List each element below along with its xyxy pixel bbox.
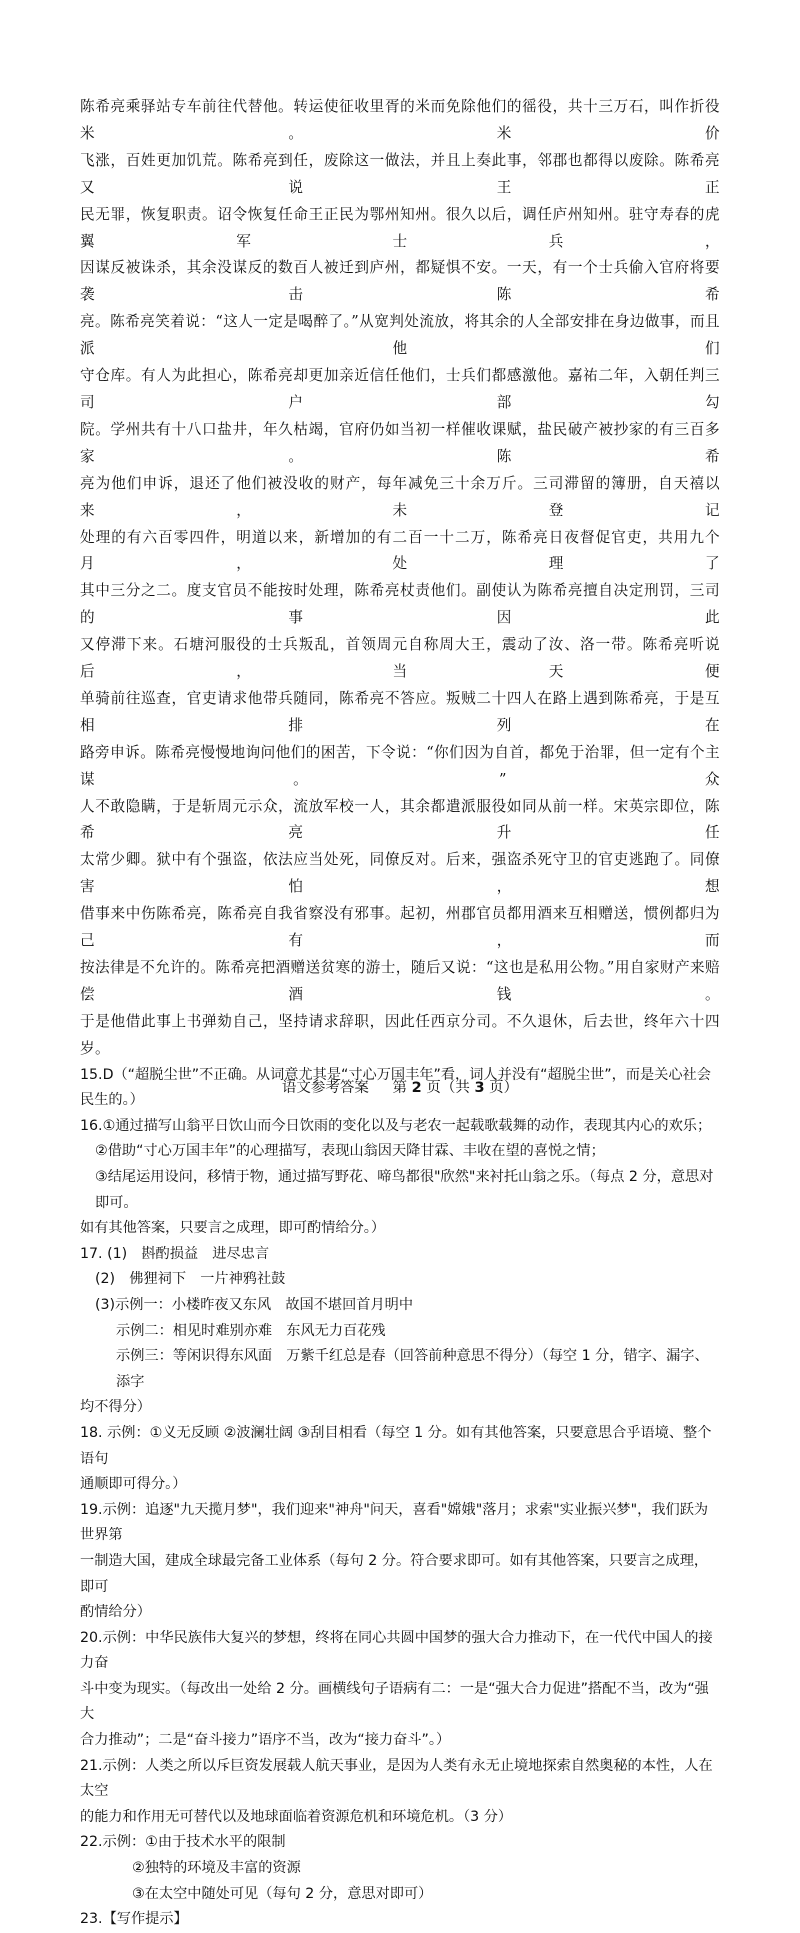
- answer-line: 22.示例：①由于技术水平的限制: [80, 1834, 286, 1851]
- passage-line: 民无罪，恢复职责。诏令恢复任命王正民为鄂州知州。很久以后，调任庐州知州。驻守寿春的虎翼军士兵，: [80, 205, 720, 250]
- passage-line: 借事来中伤陈希亮，陈希亮自我省察没有邪事。起初，州郡官员都用酒来互相赠送，惯例都归为己有，而: [80, 905, 720, 950]
- page-content: [80, 94, 720, 1933]
- passage-line: 太常少卿。狱中有个强盗，依法应当处死，同僚反对。后来，强盗杀死守卫的官吏逃跑了。同僚害怕，想: [80, 851, 720, 896]
- passage-line: 亮。陈希亮笑着说：“这人一定是喝醉了。”从宽判处流放，将其余的人全部安排在身边做事，而且派他们: [80, 313, 720, 358]
- answer-line: 16.①通过描写山翁平日饮山而今日饮雨的变化以及与老农一起载歌载舞的动作，表现其内心的欢乐；: [80, 1117, 712, 1134]
- answer-line: 15.D（“超脱尘世”不正确。从词意尤其是“寸心万国丰年”看，词人并没有“超脱尘世”，而是关心社会: [80, 1066, 711, 1083]
- answer-line: ②独特的环境及丰富的资源: [132, 1860, 301, 1877]
- answer-line: 通顺即可得分。）: [80, 1476, 187, 1493]
- passage-line: 单骑前往巡查，官吏请求他带兵随同，陈希亮不答应。叛贼二十四人在路上遇到陈希亮，于是互相排列在: [80, 689, 720, 734]
- passage-line: 又停滞下来。石塘河服役的士兵叛乱，首领周元自称周大王，震动了汝、洛一带。陈希亮听说后，当天便: [80, 636, 720, 681]
- answer-line: ③结尾运用设问，移情于物，通过描写野花、啼鸟都很"欣然"来衬托山翁之乐。（每点 2 分，意思对即可。: [95, 1169, 714, 1211]
- answer-line: 的能力和作用无可替代以及地球面临着资源危机和环境危机。（3 分）: [80, 1808, 513, 1825]
- answer-line: 酌情给分）: [80, 1604, 151, 1621]
- answer-line: 18. 示例：①义无反顾 ②波澜壮阔 ③刮目相看（每空 1 分。如有其他答案，只要意思合乎语境、整个语句: [80, 1424, 712, 1467]
- answer-line: 示例二：相见时难别亦难 东风无力百花残: [116, 1322, 386, 1339]
- answer-line: 民生的。）: [80, 1092, 144, 1109]
- footer-page-label-post: 页）: [489, 1080, 519, 1096]
- answer-line: 17. (1) 斟酌损益 进尽忠言: [80, 1245, 270, 1262]
- footer-total-pages: 3: [474, 1080, 485, 1096]
- passage-line: 于是他借此事上书弹劾自己，坚持请求辞职，因此任西京分司。不久退休，后去世，终年六十四岁。: [80, 1012, 720, 1057]
- footer-title: 语文参考答案: [281, 1080, 369, 1096]
- answer-line: 23.【写作提示】: [80, 1911, 188, 1928]
- passage-line: 飞涨，百姓更加饥荒。陈希亮到任，废除这一做法，并且上奏此事，邻郡也都得以废除。陈希亮又说王正: [80, 151, 720, 196]
- translation-passage: [80, 94, 720, 1063]
- passage-line: 其中三分之二。度支官员不能按时处理，陈希亮杖责他们。副使认为陈希亮擅自决定刑罚，三司的事因此: [80, 582, 720, 627]
- passage-line: 守仓库。有人为此担心，陈希亮却更加亲近信任他们，士兵们都感激他。嘉祐二年，入朝任判三司户部勾: [80, 367, 720, 411]
- passage-line: 因谋反被诛杀，其余没谋反的数百人被迁到庐州，都疑惧不安。一天，有一个士兵偷入官府将要袭击陈希: [80, 259, 720, 304]
- footer-page-label-pre: 第: [392, 1080, 408, 1096]
- footer-page-number: 2: [411, 1080, 422, 1096]
- answer-line: 如有其他答案，只要言之成理，即可酌情给分。）: [80, 1220, 386, 1237]
- answer-line: 均不得分）: [80, 1399, 151, 1416]
- answer-line: (2) 佛狸祠下 一片神鸦社鼓: [95, 1271, 286, 1288]
- passage-line: 处理的有六百零四件，明道以来，新增加的有二百一十二万，陈希亮日夜督促官吏，共用九个月，处理了: [80, 528, 720, 573]
- passage-line: 路旁申诉。陈希亮慢慢地询问他们的困苦，下令说：“你们因为自首，都免于治罪，但一定有个主谋。”众: [80, 743, 720, 788]
- answer-line: 示例三：等闲识得东风面 万紫千红总是春（回答前种意思不得分）（每空 1 分，错字、漏字、添字: [116, 1348, 709, 1390]
- passage-line: 按法律是不允许的。陈希亮把酒赠送贫寒的游士，随后又说：“这也是私用公物。”用自家财产来赔偿酒钱。: [80, 959, 720, 1003]
- answer-line: 20.示例：中华民族伟大复兴的梦想，终将在同心共圆中国梦的强大合力推动下，在一代代中国人的接力奋: [80, 1629, 713, 1672]
- passage-line: 陈希亮乘驿站专车前往代替他。转运使征收里胥的米而免除他们的徭役，共十三万石，叫作折役米。米价: [80, 98, 720, 142]
- answer-line: 合力推动”；二是“奋斗接力”语序不当，改为“接力奋斗”。）: [80, 1732, 451, 1749]
- answer-line: 19.示例：追逐"九天揽月梦"，我们迎来"神舟"问天，喜看"嫦娥"落月；求索"实业振兴梦"，我们跃为世界第: [80, 1501, 709, 1544]
- answer-line: ③在太空中随处可见（每句 2 分，意思对即可）: [132, 1885, 433, 1902]
- answer-line: 21.示例：人类之所以斥巨资发展载人航天事业，是因为人类有永无止境地探索自然奥秘的本性，人在太空: [80, 1757, 713, 1800]
- passage-line: 亮为他们申诉，退还了他们被没收的财产，每年减免三十余万斤。三司滞留的簿册，自天禧以来，未登记: [80, 474, 720, 519]
- answer-line: 斗中变为现实。（每改出一处给 2 分。画横线句子语病有二：一是“强大合力促进”搭配不当，改为“强大: [80, 1680, 709, 1723]
- footer-page-label-mid: 页（共: [426, 1080, 470, 1096]
- answer-line: ②借助“寸心万国丰年”的心理描写，表现山翁因天降甘霖、丰收在望的喜悦之情；: [95, 1143, 605, 1160]
- passage-line: 院。学州共有十八口盐井，年久枯竭，官府仍如当初一样催收课赋，盐民破产被抄家的有三百多家。陈希: [80, 420, 720, 465]
- answer-line: 一制造大国，建成全球最完备工业体系（每句 2 分。符合要求即可。如有其他答案，只要言之成理，即可: [80, 1552, 709, 1595]
- answer-line: (3)示例一：小楼昨夜又东风 故国不堪回首月明中: [95, 1296, 414, 1313]
- page-footer: [0, 1076, 800, 1097]
- answer-list: [80, 1063, 720, 1933]
- passage-line: 人不敢隐瞒，于是斩周元示众，流放军校一人，其余都遣派服役如同从前一样。宋英宗即位，陈希亮升任: [80, 797, 720, 842]
